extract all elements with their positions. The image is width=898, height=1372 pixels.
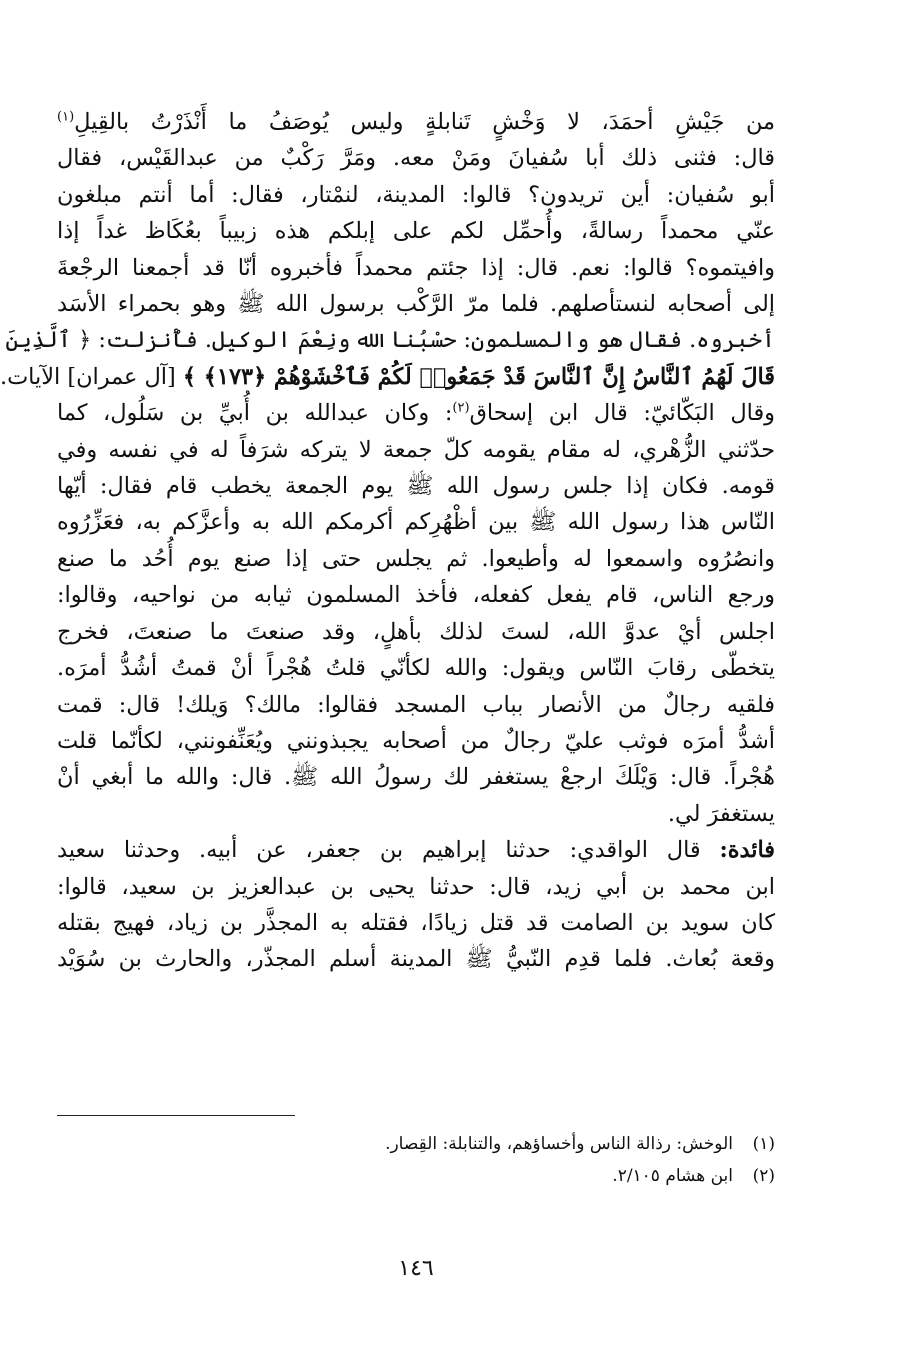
text-line: هُجْراً. قال: وَيْلَكَ ارجعْ يستغفر لك رسولُ الله ﷺ. قال: والله ما أبغي أنْ	[57, 764, 775, 791]
text-line: فلقيه رجالٌ من الأنصار بباب المسجد فقالوا: مالك؟ وَيلك! قال: قمت	[57, 691, 775, 718]
footnote-text: ابن هشام ٢/١٠٥.	[612, 1166, 733, 1186]
page	[0, 104, 775, 1281]
main-text	[0, 104, 775, 978]
text-line: وانصُرُوه واسمعوا له وأطيعوا. ثم يجلس حتى إذا صنع يوم أُحُد ما صنع	[57, 545, 775, 572]
footnote-ref-1[interactable]: (١)	[57, 109, 75, 125]
quran-line	[0, 359, 775, 395]
footnote-2	[57, 1160, 775, 1192]
verse-line	[57, 104, 775, 140]
footnote-ref-2[interactable]: (٢)	[452, 400, 470, 416]
text-line	[57, 395, 775, 431]
footnote-text: الوخش: رذالة الناس وأخساؤهم، والتنابلة: القِصار.	[385, 1134, 733, 1154]
paragraph-3	[57, 832, 775, 978]
footnote-number: (٢)	[752, 1166, 775, 1186]
quran-reference: [آل عمران] الآيات.	[0, 363, 176, 390]
footnote-number: (١)	[752, 1134, 775, 1154]
text-line: ورجع الناس، قام يفعل كفعله، فأخذ المسلمون ثيابه من نواحيه، وقالوا:	[57, 582, 775, 609]
faida-label: فائدة:	[719, 837, 775, 864]
text-line: أخبروه. فقال هو والمسلمون: حسْبُنا الله ونِعْمَ الوكيل. فأُنزلت: ﴿ ٱلَّذِينَ	[5, 327, 775, 354]
text-line: عنّي محمداً رسالةً، وأُحمِّل لكم على إبلكم هذه زبيباً بعُكَاظ غداً إذا	[57, 218, 775, 245]
text-line: يتخطّى رقابَ النّاس ويقول: والله لكأنّي قلتُ هُجْراً أنْ قمتُ أشُدُّ أمرَه.	[57, 655, 775, 682]
text-line: حدّثني الزُّهْري، له مقام يقومه كلّ جمعة لا يتركه شرَفاً له في نفسه وفي	[57, 436, 775, 463]
text-line: أشدُّ أمرَه فوثب عليّ رجالٌ من أصحابه يجبذونني ويُعَنِّفونني، لكأنّما قلت	[57, 727, 775, 754]
text-line: وافيتموه؟ قالوا: نعم. قال: إذا جئتم محمداً فأخبروه أنّا قد أجمعنا الرجْعةَ	[57, 254, 775, 281]
text-line: ابن محمد بن أبي زيد، قال: حدثنا يحيى بن عبدالعزيز بن سعيد، قالوا:	[57, 873, 775, 900]
text-line: إلى أصحابه لنستأصلهم. فلما مرّ الرَّكْب برسول الله ﷺ وهو بحمراء الأسَد	[57, 291, 775, 318]
verse-text: من جَيْشِ أحمَدَ، لا وَخْشٍ تَنابلةٍ وليس يُوصَفُ ما أَنْذَرْتُ بالقِيلِ	[74, 109, 775, 135]
paragraph-2	[57, 395, 775, 832]
poem-verse	[57, 104, 775, 140]
paragraph-2-start: وقال البَكّائيّ: قال ابن إسحاق	[469, 400, 775, 427]
paragraph-1	[0, 140, 775, 395]
paragraph-2-first-rest: : وكان عبدالله بن أُبيِّ بن سَلُول، كما	[57, 400, 453, 427]
footnotes	[57, 1128, 775, 1192]
footnote-1	[57, 1128, 775, 1160]
footnote-divider	[57, 1115, 295, 1116]
text-line: اجلس أيْ عدوَّ الله، لستَ لذلك بأهلٍ، وقد صنعتَ ما صنعتَ، فخرج	[57, 618, 775, 645]
quran-verse: قَالَ لَهُمُ ٱلنَّاسُ إِنَّ ٱلنَّاسَ قَدْ جَمَعُوا۟ لَكُمْ فَٱخْشَوْهُمْ ﴿١٧٣﴾ ﴾	[182, 363, 775, 390]
text-line: وقعة بُعاث. فلما قدِم النّبيُّ ﷺ المدينة أسلم المجذّر، والحارث بن سُوَيْد	[57, 946, 775, 973]
text-line: كان سويد بن الصامت قد قتل زيادًا، فقتله به المجذَّر بن زياد، فهيج بقتله	[57, 909, 775, 936]
text-line	[57, 832, 775, 868]
text-line: النّاس هذا رسول الله ﷺ بين أظْهُرِكم أكرمكم الله به وأعزَّكم به، فعَزِّرُوه	[57, 509, 775, 536]
page-number: ١٤٦	[398, 1256, 434, 1281]
text-line: قال: فثنى ذلك أبا سُفيانَ ومَنْ معه. ومَرَّ رَكْبٌ من عبدالقَيْس، فقال	[57, 145, 775, 172]
paragraph-3-first-rest: قال الواقدي: حدثنا إبراهيم بن جعفر، عن أبيه. وحدثنا سعيد	[57, 837, 701, 864]
text-line: أبو سُفيان: أين تريدون؟ قالوا: المدينة، لنمْتار، فقال: أما أنتم مبلغون	[57, 181, 775, 208]
text-line: يستغفرَ لي.	[667, 800, 775, 827]
text-line: قومه. فكان إذا جلس رسول الله ﷺ يوم الجمعة يخطب قام فقال: أيّها	[57, 473, 775, 500]
